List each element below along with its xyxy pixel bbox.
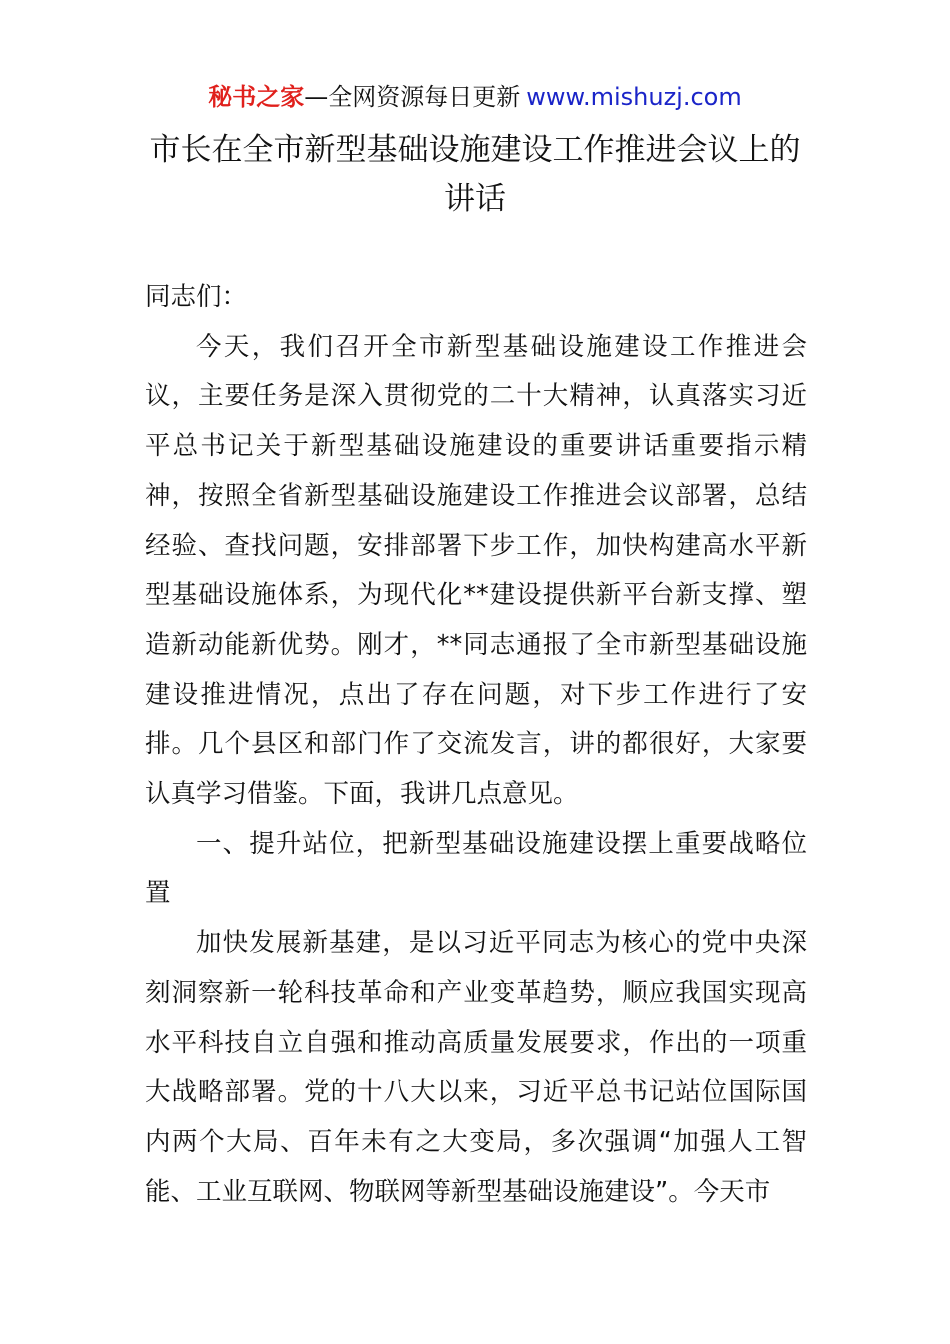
site-url-link[interactable]: www.mishuzj.com (526, 83, 742, 111)
paragraph-section-1: 加快发展新基建，是以习近平同志为核心的党中央深刻洞察新一轮科技革命和产业变革趋势，顺应我国实现高水平科技自立自强和推动高质量发展要求，作出的一项重大战略部署。党的十八大以来，习近平总书记站位国际国内两个大局、百年未有之大变局，多次强调“加强人工智能、工业互联网、物联网等新型基础设施建设”。今天市 (145, 928, 807, 1207)
section-heading-1: 一、提升站位，把新型基础设施建设摆上重要战略位置 (145, 828, 807, 909)
salutation: 同志们： (145, 282, 248, 312)
document-body (145, 273, 807, 1217)
site-header (0, 80, 950, 114)
document-title: 市长在全市新型基础设施建设工作推进会议上的讲话 (149, 132, 801, 217)
header-tagline: 全网资源每日更新 (328, 83, 521, 111)
header-dash: — (304, 83, 329, 111)
paragraph-intro: 今天，我们召开全市新型基础设施建设工作推进会议，主要任务是深入贯彻党的二十大精神，认真落实习近平总书记关于新型基础设施建设的重要讲话重要指示精神，按照全省新型基础设施建设工作推进会议部署，总结经验、查找问题，安排部署下步工作，加快构建高水平新型基础设施体系，为现代化**建设提供新平台新支撑、塑造新动能新优势。刚才，**同志通报了全市新型基础设施建设推进情况，点出了存在问题，对下步工作进行了安排。几个县区和部门作了交流发言，讲的都很好，大家要认真学习借鉴。下面，我讲几点意见。 (145, 331, 807, 810)
brand-name: 秘书之家 (208, 83, 305, 111)
